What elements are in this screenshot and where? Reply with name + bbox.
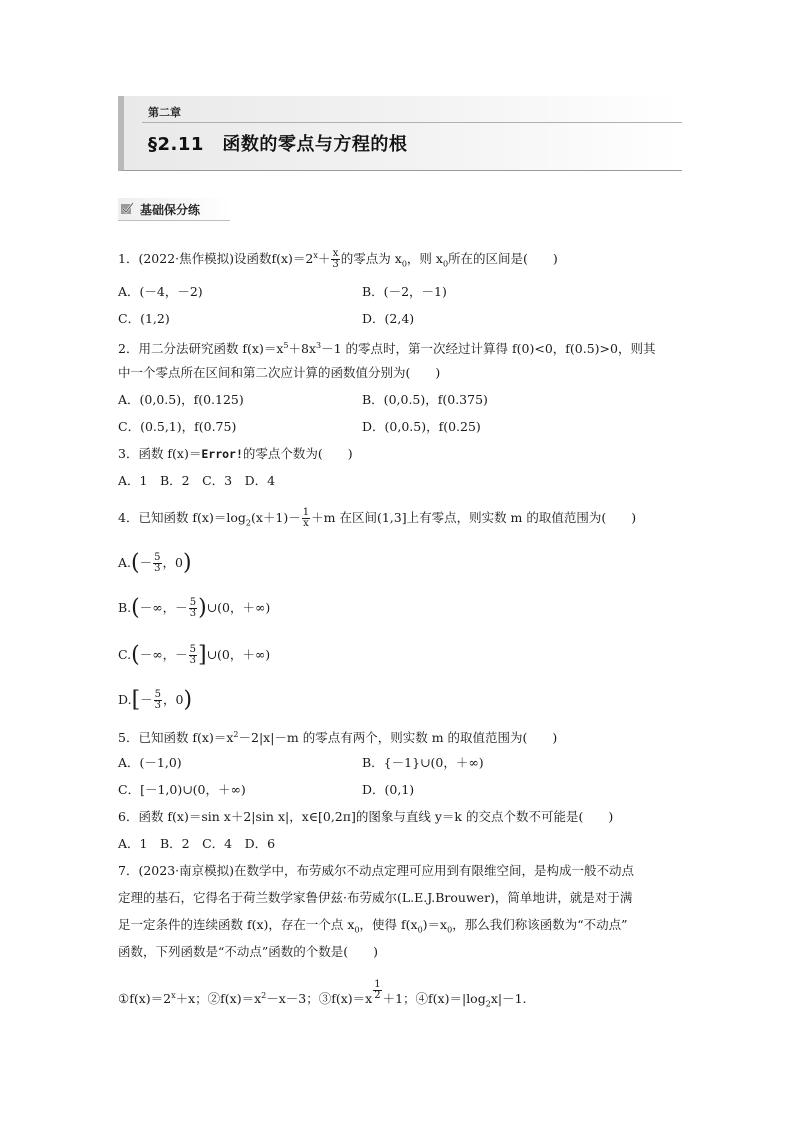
question-1-option-c: C．(1,2) [118, 311, 170, 326]
question-4-option-a: A.(－ $\frac{5}{3}$ ，0) [118, 550, 192, 576]
question-4-option-b: B.(－∞，－ $\frac{5}{3}$ )∪(0，＋∞) [118, 595, 271, 621]
question-7-functions: $①f(x)=2^x+x$；$②f(x)=x^2-x-3$；③f(x)＝x $\frac{1}{2}$ ＋1；$④f(x)=|\log_2x|-1$. [118, 979, 527, 1009]
question-3-stem: 3．函数 f(x)＝Error!的零点个数为( ) [118, 446, 353, 461]
question-3-options: A．1 B．2 C．3 D．4 [118, 473, 276, 488]
question-2-stem-line-2: 中一个零点所在区间和第二次应计算的函数值分别为( ) [118, 365, 441, 380]
question-2-stem-line-1: 2．用二分法研究函数 $f(x)=x^5+8x^3-1$ 的零点时，第一次经过计算得 f(0)<0，f(0.5)>0，则其 [118, 341, 656, 357]
checkbox-icon [120, 201, 134, 215]
question-7-line-3: 足一定条件的连续函数 f(x)，存在一个点 $x_0$，使得 $f(x_0)=x_0$，那么我们称该函数为“不动点” [118, 917, 628, 935]
question-2-option-a: A．(0,0.5)，f(0.125) [118, 392, 244, 407]
question-2-option-d: D．(0,0.5)，f(0.25) [362, 419, 481, 434]
fraction: $\frac{x}{3}$ [332, 248, 339, 271]
question-7-line-4: 函数，下列函数是“不动点”函数的个数是( ) [118, 944, 379, 959]
question-4-option-c: C.(－∞，－ $\frac{5}{3}$ ]∪(0，＋∞) [118, 642, 271, 668]
question-1-stem: 1．(2022·焦作模拟)设函数$f(x)=2^x+$ $\frac{x}{3}$ 的零点为 $x_0$，则 $x_0$所在的区间是( ) [118, 248, 558, 271]
header-divider [142, 122, 682, 123]
question-1-option-d: D．(2,4) [362, 311, 415, 326]
section-label: 基础保分练 [140, 203, 201, 217]
question-1-option-b: B．(－2，－1) [362, 284, 447, 299]
fraction: $\frac{1}{x}$ [302, 507, 310, 529]
question-6-options: A．1 B．2 C．4 D．6 [118, 836, 276, 851]
question-7-line-1: 7．(2023·南京模拟)在数学中，布劳威尔不动点定理可应用到有限维空间，是构成一般不动点 [118, 863, 634, 878]
question-5-option-a: A．(－1,0) [118, 755, 182, 770]
question-2-option-c: C．(0.5,1)，f(0.75) [118, 419, 237, 434]
question-5-option-b: B．{－1}∪(0，＋∞) [362, 755, 484, 770]
chapter-header [118, 96, 682, 171]
question-4-stem: 4．已知函数 $f(x)=\log_2(x+1)-$ $\frac{1}{x}$ ＋m 在区间(1,3]上有零点，则实数 m 的取值范围为( ) [118, 507, 637, 529]
page-title: §2.11 函数的零点与方程的根 [148, 134, 408, 155]
question-1-option-a: A．(－4，－2) [118, 284, 203, 299]
question-6-stem: 6．函数 f(x)＝sin x＋2|sin x|，x∈[0,2π]的图象与直线 y＝k 的交点个数不可能是( ) [118, 809, 614, 824]
section-header [118, 198, 230, 221]
chapter-label: 第二章 [148, 106, 181, 119]
question-7-line-2: 定理的基石，它得名于荷兰数学家鲁伊兹·布劳威尔(L.E.J.Brouwer)，简单地讲，就是对于满 [118, 890, 633, 905]
error-text: Error! [201, 447, 243, 461]
question-4-option-d: D.[－ $\frac{5}{3}$ ，0) [118, 687, 193, 713]
question-5-option-c: C．[－1,0)∪(0，＋∞) [118, 782, 246, 797]
question-2-option-b: B．(0,0.5)，f(0.375) [362, 392, 488, 407]
question-5-stem: 5．已知函数 $f(x)=x^2-2|x|-m$ 的零点有两个，则实数 m 的取值范围为( ) [118, 730, 558, 746]
question-5-option-d: D．(0,1) [362, 782, 415, 797]
